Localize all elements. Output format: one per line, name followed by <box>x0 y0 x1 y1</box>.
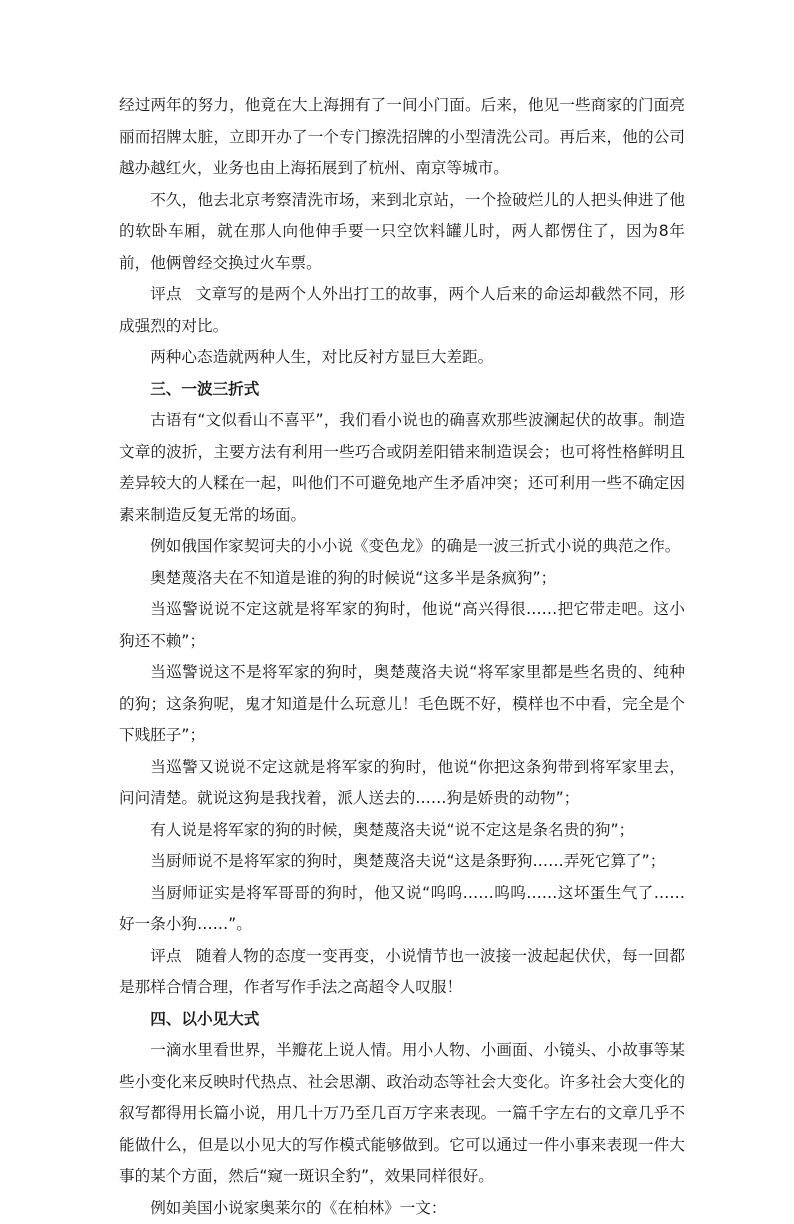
paragraph: 当巡警说说不定这就是将军家的狗时，他说“高兴得很……把它带走吧。这小狗还不赖”； <box>119 594 685 657</box>
section-heading: 三、一波三折式 <box>119 374 685 406</box>
paragraph: 奥楚蔑洛夫在不知道是谁的狗的时候说“这多半是条疯狗”； <box>119 563 685 595</box>
paragraph: 两种心态造就两种人生，对比反衬方显巨大差距。 <box>119 342 685 374</box>
paragraph: 有人说是将军家的狗的时候，奥楚蔑洛夫说“说不定这是条名贵的狗”； <box>119 815 685 847</box>
paragraph: 古语有“文似看山不喜平”，我们看小说也的确喜欢那些波澜起伏的故事。制造文章的波折，主要方法有利用一些巧合或阴差阳错来制造误会；也可将性格鲜明且差异较大的人糅在一起，叫他们不可避免地产生矛盾冲突；还可利用一些不确定因素来制造反复无常的场面。 <box>119 405 685 531</box>
section-heading: 四、以小见大式 <box>119 1004 685 1036</box>
paragraph: 当巡警又说说不定这就是将军家的狗时，他说“你把这条狗带到将军家里去，问问清楚。就说这狗是我找着，派人送去的……狗是娇贵的动物”； <box>119 752 685 815</box>
paragraph: 当厨师证实是将军哥哥的狗时，他又说“呜呜……呜呜……这坏蛋生气了……好一条小狗……”。 <box>119 878 685 941</box>
comment-text: 随着人物的态度一变再变，小说情节也一波接一波起起伏伏，每一回都是那样合情合理，作者写作手法之高超令人叹服！ <box>119 947 685 997</box>
paragraph: 例如美国小说家奥莱尔的《在柏林》一文： <box>119 1193 685 1224</box>
paragraph: 例如俄国作家契诃夫的小小说《变色龙》的确是一波三折式小说的典范之作。 <box>119 531 685 563</box>
comment-text: 文章写的是两个人外出打工的故事，两个人后来的命运却截然不同，形成强烈的对比。 <box>119 285 685 335</box>
comment-label: 评点 <box>150 947 182 965</box>
paragraph: 一滴水里看世界，半瓣花上说人情。用小人物、小画面、小镜头、小故事等某些小变化来反映时代热点、社会思潮、政治动态等社会大变化。许多社会大变化的叙写都得用长篇小说，用几十万乃至几百万字来表现。一篇千字左右的文章几乎不能做什么，但是以小见大的写作模式能够做到。它可以通过一件小事来表现一件大事的某个方面，然后“窥一斑识全豹”，效果同样很好。 <box>119 1035 685 1193</box>
comment-paragraph <box>119 941 685 1004</box>
paragraph: 当巡警说这不是将军家的狗时，奥楚蔑洛夫说“将军家里都是些名贵的、纯种的狗；这条狗呢，鬼才知道是什么玩意儿！毛色既不好，模样也不中看，完全是个下贱胚子”； <box>119 657 685 752</box>
paragraph: 不久，他去北京考察清洗市场，来到北京站，一个捡破烂儿的人把头伸进了他的软卧车厢，就在那人向他伸手要一只空饮料罐儿时，两人都愣住了，因为8年前，他俩曾经交换过火车票。 <box>119 185 685 280</box>
comment-paragraph <box>119 279 685 342</box>
comment-label: 评点 <box>150 285 182 303</box>
paragraph-continuation: 经过两年的努力，他竟在大上海拥有了一间小门面。后来，他见一些商家的门面亮丽而招牌太脏，立即开办了一个专门擦洗招牌的小型清洗公司。再后来，他的公司越办越红火，业务也由上海拓展到了杭州、南京等城市。 <box>119 90 685 185</box>
paragraph: 当厨师说不是将军家的狗时，奥楚蔑洛夫说“这是条野狗……弄死它算了”； <box>119 846 685 878</box>
document-page <box>119 90 685 1224</box>
